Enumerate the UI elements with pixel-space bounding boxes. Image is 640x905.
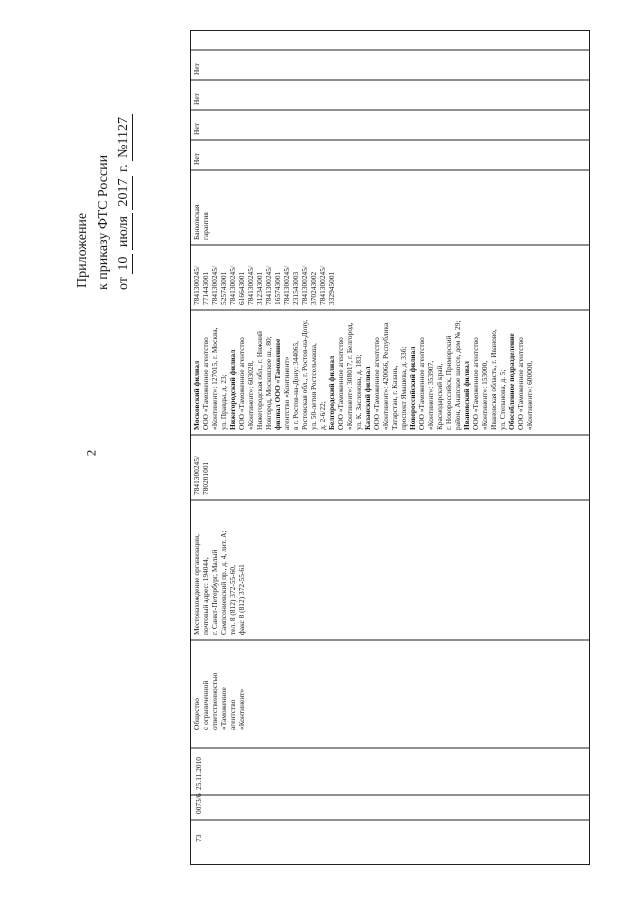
row-number: 73 [194,834,203,842]
branch-line: «Континент»: 603028, [246,360,255,430]
registry-table [190,30,590,865]
branch-inn-line: 7841300245/ [282,265,291,305]
branch-line: Ростовская обл., г. Ростов-на-Дону, [300,319,309,430]
branch-inn-line: 7841300245/ [318,265,327,305]
header-year: 2017 [116,176,133,210]
branch-line: ООО «Таможенное агентство [336,337,345,430]
branch-inn-line: 7841300245/ [300,265,309,305]
branch-line: «Континент»: 308017, г. Белгород, [345,322,354,430]
org-name-line: Общество [192,698,201,730]
branch-inn-line: 165743001 [273,271,282,305]
branch-line: «Континент»: 420066, Республика [381,322,390,430]
branches-list [192,320,534,430]
branch-inn-line: 771443001 [201,271,210,305]
address-line: почтовый адрес: 194044, [201,557,210,635]
branch-line: агентство «Континент» [282,356,291,430]
header-order-number: №1127 [116,114,133,161]
org-name-line: «Таможенное [219,687,228,730]
header-line-1: Приложение [75,212,90,288]
kpp-line: 780201001 [201,461,210,495]
branch-line: «Континент»: 600000, [525,360,534,430]
branch-inn-line: 7841300245/ [246,265,255,305]
branch-inn-line: 7841300245/ [228,265,237,305]
branch-line: ООО «Таможенное агентство [201,337,210,430]
branch-line: Новгород, Московское ш., 80; [264,336,273,430]
branch-line: ООО «Таможенное агентство [417,337,426,430]
branch-line: ООО «Таможенное агентство [237,337,246,430]
org-name-line: ответственностью [210,672,219,730]
branch-title: Казанский филиал [363,366,372,430]
organization-address [192,530,246,635]
guarantee-line: Банковская [192,204,201,240]
branch-inn-line: 332945001 [327,271,336,305]
branch-title: Белгородский филиал [327,355,336,430]
address-line: тел. 8 (812) 372-55-60, [228,565,237,635]
branch-title: филиал ООО «Таможенное [273,338,282,430]
header-line-3 [116,114,133,290]
header-g: г. [116,164,131,173]
branch-line: «Континент»: 153000, [480,360,489,430]
header-day: 10 [116,254,133,274]
branch-inn-line: 616643001 [237,271,246,305]
registry-number: 0073/6 [194,793,203,814]
branch-line: Ивановская область, г. Иваново, [489,329,498,430]
branch-line: Татарстан, г. Казань, [390,365,399,430]
header-line-2: к приказу ФТС России [96,154,111,290]
branch-inn-line: 231543003 [291,271,300,305]
organization-name [192,673,246,730]
org-name-line: с ограниченной [201,680,210,730]
branch-inn-line: 312343001 [255,271,264,305]
branch-line: район, Анапское шоссе, дом № 29; [453,320,462,430]
header-from: от [116,277,131,290]
branch-line: ул. 50-летия Ростсельмаша, [309,343,318,430]
branch-line: ООО «Таможенное агентство [516,337,525,430]
branch-line: ул. Степанова, д. 5; [498,369,507,430]
address-line: факс 8 (812) 372-55-61 [237,564,246,635]
branch-inn-line: 370243002 [309,271,318,305]
flag-col-d: Нет [192,63,201,75]
branch-line: ООО «Таможенное агентство [471,337,480,430]
inn-line: 7841300245/ [192,455,201,495]
branch-line: в г. Ростов-на-Дону: 344065, [291,340,300,430]
branch-line: д. 2-6/22; [318,401,327,430]
branch-inn-line: 7841300245/ [192,265,201,305]
branch-line: г. Новороссийск, Приморский [444,335,453,430]
branch-line: ул. К. Заслонова, д. 183; [354,354,363,430]
page-number: 2 [83,449,99,457]
flag-col-c: Нет [192,93,201,105]
branch-title: Нижегородский филиал [228,349,237,430]
branch-inn-line: 525743001 [219,271,228,305]
table-grid [190,30,590,865]
branch-line: Нижегородская обл., г. Нижний [255,330,264,430]
flag-col-b: Нет [192,123,201,135]
flag-col-a: Нет [192,153,201,165]
org-name-line: «Континент» [237,688,246,730]
inn-kpp [192,456,210,495]
address-line: г. Санкт-Петербург, Малый [210,549,219,635]
branch-line: «Континент»: 353907, [426,360,435,430]
branch-line: ООО «Таможенное агентство [372,337,381,430]
branch-title: Новороссийский филиал [408,346,417,430]
branch-inn-line: 7841300245/ [210,265,219,305]
branch-title: Ивановский филиал [462,361,471,430]
guarantee-line: гарантия [201,212,210,240]
branch-title: Московский филиал [192,360,201,430]
header-month: июля [116,213,133,250]
address-line: Сампсониевский пр., д. 4, лит. А; [219,530,228,635]
guarantee-type [192,205,210,240]
branch-inn-list [192,266,336,305]
registry-date: 25.11.2010 [194,757,203,790]
branch-title: Обособленное подразделение [507,333,516,430]
branch-line: «Континент»: 127015, г. Москва, [210,327,219,430]
address-line: Местонахождение организации, [192,534,201,635]
branch-line: проспект Ямашева, д. 33б; [399,346,408,430]
branch-inn-line: 7841300245/ [264,265,273,305]
org-name-line: агентство [228,699,237,730]
branch-line: ул. Правды, д. 23; [219,374,228,430]
branch-line: Краснодарский край, [435,363,444,430]
